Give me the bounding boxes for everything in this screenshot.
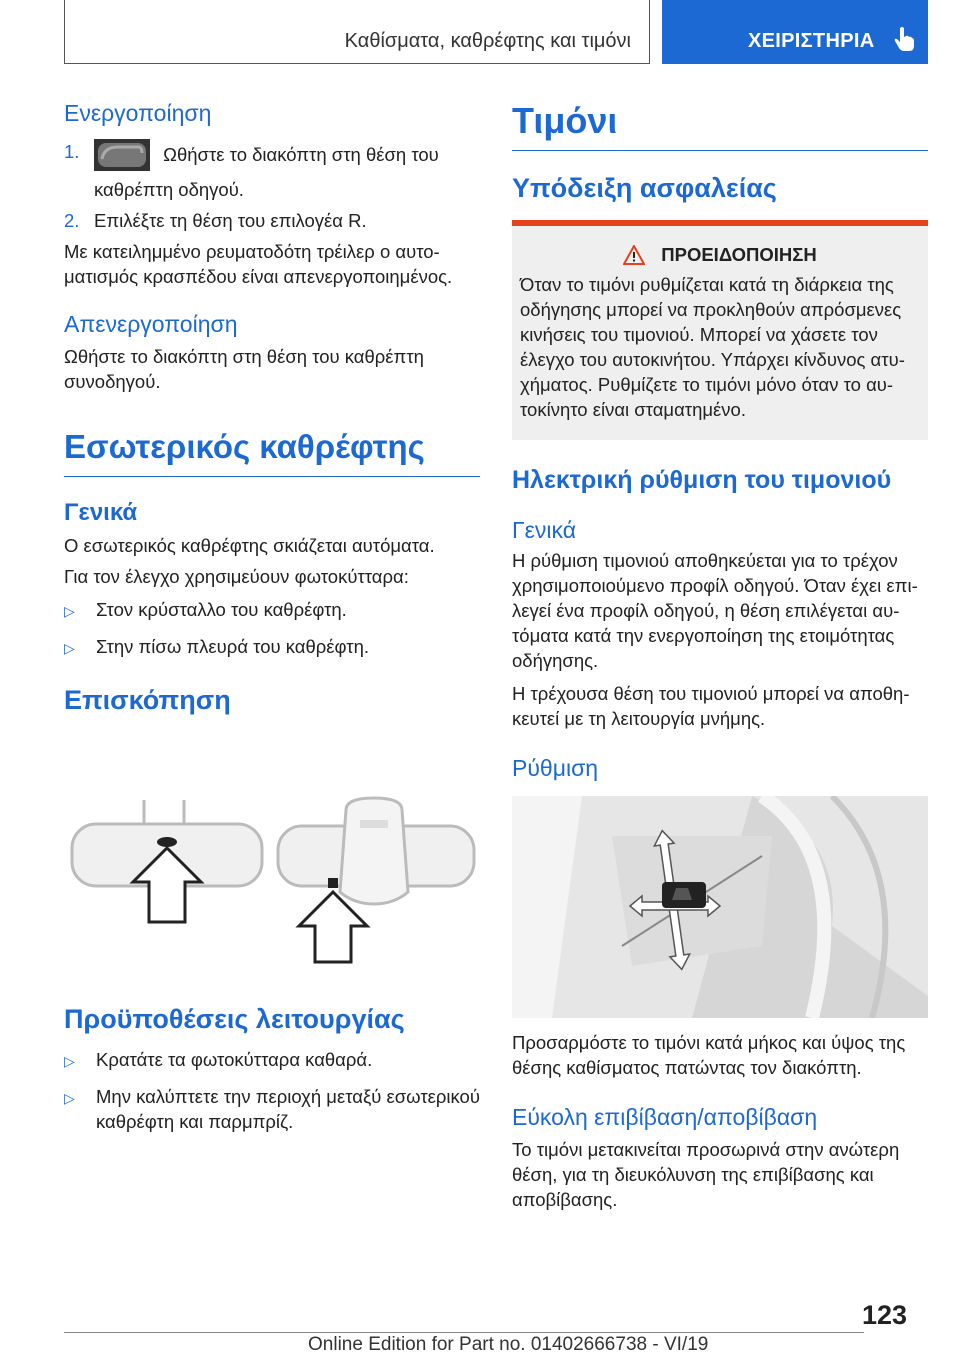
activation-heading: Ενεργοποίηση: [64, 100, 212, 126]
page-number: 123: [862, 1300, 908, 1330]
left-column: [64, 100, 480, 1134]
safety-heading: Υπόδειξη ασφαλείας: [512, 173, 777, 203]
list-item: [64, 1084, 480, 1134]
right-column: [512, 100, 928, 1212]
triangle-bullet-icon: ▷: [64, 1053, 75, 1069]
step-number: 1.: [64, 141, 80, 162]
step-text: Ωθήστε το διακόπτη στη θέση του καθρέπτη οδηγού.: [94, 144, 439, 200]
warning-triangle-icon: [623, 245, 645, 265]
overview-heading: Επισκόπηση: [64, 685, 231, 715]
list-item: [64, 634, 480, 661]
step-2: [64, 208, 480, 233]
mirror-heading-block: [64, 428, 480, 477]
section-tab[interactable]: [662, 0, 928, 64]
hand-pointer-icon: [894, 26, 916, 57]
bullet-text: Μην καλύπτετε την περιοχή μεταξύ εσωτερικού καθρέφτη και παρμπρίζ.: [96, 1086, 480, 1132]
general-heading: Γενικά: [64, 499, 138, 526]
warning-text: Όταν το τιμόνι ρυθμίζεται κατά τη διάρκεια της οδήγησης μπορεί να προκληθούν απρόσμενες κινήσεις του τιμονιού. Μπορεί να χάσετε τον έλεγχο του αυτοκινήτου. Υπάρχει κίνδυνος ατυχήματος. Ρυθμίζετε το τιμόνι μόνο όταν το αυτοκίνητο είναι σταματημένο.: [520, 274, 905, 420]
steering-adjust-illustration: [512, 796, 928, 1018]
section-tab-label: ΧΕΙΡΙΣΤΗΡΙΑ: [748, 30, 875, 52]
general-text-1: Η ρύθμιση τιμονιού αποθηκεύεται για το τρέχον χρησιμοποιούμενο προφίλ οδηγού. Όταν έχει επιλεγεί ένα προφίλ οδηγού, η θέση επιλέγεται αυτόματα κατά την ενεργοποίηση της ετοιμότητας οδήγησης.: [512, 550, 918, 671]
triangle-bullet-icon: ▷: [64, 640, 75, 656]
wheel-heading: Τιμόνι: [512, 100, 618, 141]
bullet-text: Κρατάτε τα φωτοκύτταρα καθαρά.: [96, 1049, 373, 1070]
bullet-text: Στον κρύσταλλο του καθρέφτη.: [96, 599, 347, 620]
warning-box: [512, 220, 928, 440]
list-item: [64, 1047, 480, 1074]
list-item: [64, 597, 480, 624]
general-heading: Γενικά: [512, 517, 577, 543]
adjust-text: Προσαρμόστε το τιμόνι κατά μήκος και ύψος της θέσης καθίσματος πατώντας τον διακόπτη.: [512, 1032, 906, 1078]
footer-rule: [64, 1332, 864, 1333]
mirror-illustration: [64, 744, 480, 974]
adjust-heading: Ρύθμιση: [512, 755, 599, 781]
warning-title: ΠΡΟΕΙΔΟΠΟΙΗΣΗ: [661, 244, 817, 265]
chapter-title: Καθίσματα, καθρέφτης και τιμόνι: [344, 30, 631, 52]
easy-entry-heading: Εύκολη επιβίβαση/αποβίβαση: [512, 1104, 818, 1130]
step-number: 2.: [64, 210, 80, 231]
activation-note: Με κατειλημμένο ρευματοδότη τρέιλερ ο αυτοματισμός κρασπέδου είναι απενεργοποιημένος.: [64, 241, 453, 287]
easy-entry-text: Το τιμόνι μετακινείται προσωρινά στην ανώτερη θέση, για τη διευκόλυνση της επιβίβασης και αποβίβασης.: [512, 1139, 900, 1210]
wheel-heading-block: [512, 100, 928, 151]
step-1: [64, 139, 480, 202]
general-text-1: Ο εσωτερικός καθρέφτης σκιάζεται αυτόματα.: [64, 535, 435, 556]
edition-footer: Online Edition for Part no. 01402666738 - VI/19: [308, 1334, 709, 1355]
electric-heading: Ηλεκτρική ρύθμιση του τιμονιού: [512, 466, 892, 494]
warning-header: [520, 244, 920, 266]
switch-button-icon: [94, 139, 150, 177]
mirror-heading: Εσωτερικός καθρέφτης: [64, 428, 425, 465]
deactivation-heading: Απενεργοποίηση: [64, 311, 238, 337]
deactivation-text: Ωθήστε το διακόπτη στη θέση του καθρέπτη συνοδηγού.: [64, 346, 424, 392]
triangle-bullet-icon: ▷: [64, 603, 75, 619]
requirements-heading: Προϋποθέσεις λειτουργίας: [64, 1004, 405, 1034]
step-text: Επιλέξτε τη θέση του επιλογέα R.: [94, 210, 367, 231]
general-text-2: Για τον έλεγχο χρησιμεύουν φωτοκύτταρα:: [64, 566, 409, 587]
bullet-text: Στην πίσω πλευρά του καθρέφτη.: [96, 636, 369, 657]
general-text-2: Η τρέχουσα θέση του τιμονιού μπορεί να αποθηκευτεί με τη λειτουργία μνήμης.: [512, 683, 910, 729]
triangle-bullet-icon: ▷: [64, 1090, 75, 1106]
header-box: [64, 0, 650, 64]
